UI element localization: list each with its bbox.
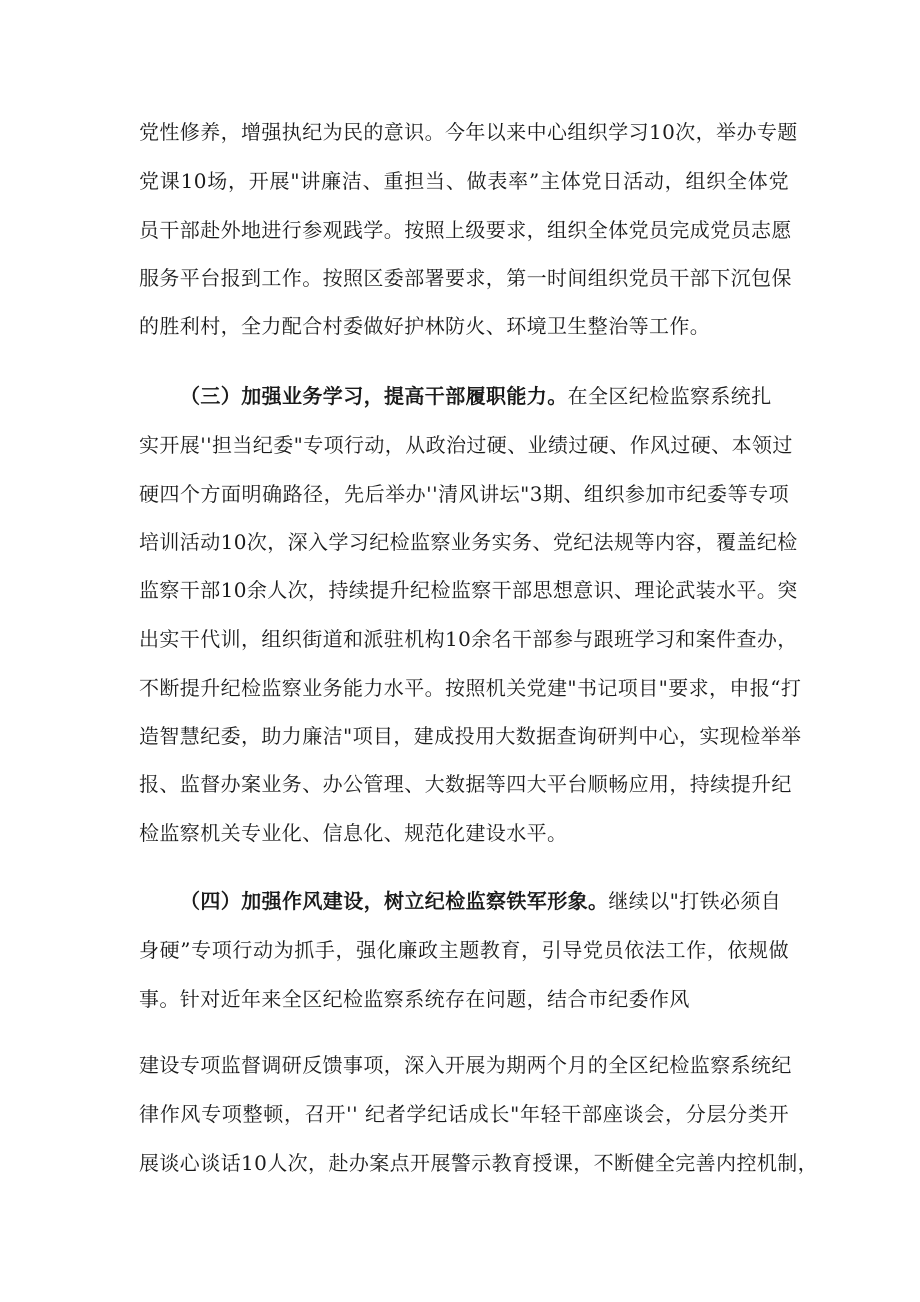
text-line: 事。针对近年来全区纪检监察系统存在问题，结合市纪委作风 xyxy=(139,987,690,1011)
text-line: 的胜利村，全力配合村委做好护林防火、环境卫生整治等工作。 xyxy=(139,314,711,338)
text-line: 监察干部10余人次，持续提升纪检监察干部思想意识、理论武装水平。突 xyxy=(139,578,798,602)
text-line: 实开展''担当纪委"专项行动，从政治过硬、业绩过硬、作风过硬、本领过 xyxy=(139,433,793,457)
text-line: 服务平台报到工作。按照区委部署要求，第一时间组织党员干部下沉包保 xyxy=(139,266,792,290)
text-line: 身硬”专项行动为抓手，强化廉政主题教育，引导党员依法工作，依规做 xyxy=(139,938,789,962)
text-line: 党性修养，增强执纪为民的意识。今年以来中心组织学习10次，举办专题 xyxy=(139,120,798,144)
section-3-first-line-rest: 在全区纪检监察系统扎 xyxy=(567,384,772,408)
section-3-first-line xyxy=(180,383,789,409)
text-line: 党课10场，开展"讲廉洁、重担当、做表率”主体党日活动，组织全体党 xyxy=(139,169,789,193)
section-3-heading: （三）加强业务学习，提高干部履职能力。 xyxy=(180,384,568,408)
section-4-first-line xyxy=(180,888,789,914)
section-4-heading: （四）加强作风建设，树立纪检监察铁军形象。 xyxy=(180,889,609,913)
text-line: 出实干代训，组织街道和派驻机构10余名干部参与跟班学习和案件查办， xyxy=(139,627,798,651)
text-line: 检监察机关专业化、信息化、规范化建设水平。 xyxy=(139,821,568,845)
text-line: 建设专项监督调研反馈事项，深入开展为期两个月的全区纪检监察系统纪 xyxy=(139,1053,792,1077)
text-line: 硬四个方面明确路径，先后举办''清风讲坛"3期、组织参加市纪委等专项 xyxy=(139,482,789,506)
text-line: 报、监督办案业务、办公管理、大数据等四大平台顺畅应用，持续提升纪 xyxy=(139,772,792,796)
text-line: 展谈心谈话10人次，赴办案点开展警示教育授课，不断健全完善内控机制， xyxy=(139,1151,819,1175)
text-line: 律作风专项整顿，召开'' 纪者学纪话成长"年轻干部座谈会，分层分类开 xyxy=(139,1102,789,1126)
section-4-first-line-rest: 继续以"打铁必须自 xyxy=(608,889,782,913)
text-line: 员干部赴外地进行参观践学。按照上级要求，组织全体党员完成党员志愿 xyxy=(139,218,792,242)
text-line: 不断提升纪检监察业务能力水平。按照机关党建"书记项目"要求，申报“打 xyxy=(139,676,802,700)
text-line: 培训活动10次，深入学习纪检监察业务实务、党纪法规等内容，覆盖纪检 xyxy=(139,530,798,554)
text-line: 造智慧纪委，助力廉洁"项目，建成投用大数据查询研判中心，实现检举举 xyxy=(139,724,802,748)
